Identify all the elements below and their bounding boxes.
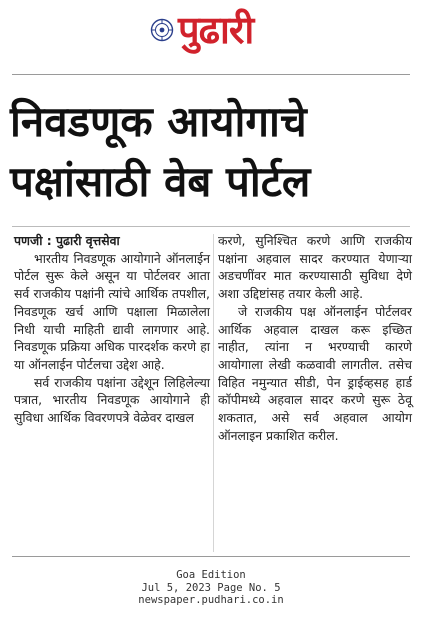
brand-logo[interactable]: [150, 8, 253, 52]
headline-line-2: पक्षांसाठी वेब पोर्टल: [10, 157, 311, 206]
bottom-divider: [12, 556, 410, 557]
edition-footer: [0, 569, 422, 607]
emblem-seal-icon: [150, 18, 174, 42]
article-column-right: [218, 232, 412, 444]
masthead: [0, 6, 422, 66]
headline-divider: [12, 226, 410, 227]
article-paragraph: सर्व राजकीय पक्षांना उद्देशून लिहिलेल्या पत्रात, भारतीय निवडणूक आयोगाने ही सुविधा आर्थिक विवरणपत्रे वेळेवर दाखल: [14, 374, 210, 426]
headline-line-1: निवडणूक आयोगाचे: [10, 97, 307, 146]
column-divider: [213, 234, 214, 552]
article-paragraph: करणे, सुनिश्चित करणे आणि राजकीय पक्षांना अहवाल सादर करण्यात येणाऱ्या अडचणींवर मात करण्यासाठी सुविधा देणे अशा उद्दिष्टांसह तयार केली आहे.: [218, 233, 412, 302]
edition-name: Goa Edition: [176, 569, 246, 581]
logo-wordmark: पुढारी: [178, 8, 254, 52]
edition-date-page: Jul 5, 2023 Page No. 5: [141, 581, 281, 594]
headline: [10, 92, 414, 212]
article-paragraph: जे राजकीय पक्ष ऑनलाईन पोर्टलवर आर्थिक अहवाल दाखल करू इच्छित नाहीत, त्यांना न भरण्याची कारणे आयोगाला लेखी कळवावी लागतील. तसेच विहित नमुन्यात सीडी, पेन ड्राईव्हसह हार्ड कॉपीमध्ये अहवाल सादर करणे सुरू ठेवू शकतात, असे सर्व अहवाल आयोग ऑनलाइन प्रकाशित करील.: [218, 303, 412, 443]
top-divider: [12, 74, 410, 75]
article-column-left: [14, 232, 210, 427]
edition-url[interactable]: newspaper.pudhari.co.in: [138, 594, 284, 606]
byline: पणजी : पुढारी वृत्तसेवा: [14, 233, 120, 248]
article-paragraph: भारतीय निवडणूक आयोगाने ऑनलाईन पोर्टल सुरू केले असून या पोर्टलवर आता सर्व राजकीय पक्षांनी त्यांचे आर्थिक तपशील, निवडणूक खर्च आणि पक्षाला मिळालेला निधी याची माहिती द्यावी लागणार आहे. निवडणूक प्रक्रिया अधिक पारदर्शक करणे हा या ऑनलाईन पोर्टलचा उद्देश आहे.: [14, 250, 210, 372]
